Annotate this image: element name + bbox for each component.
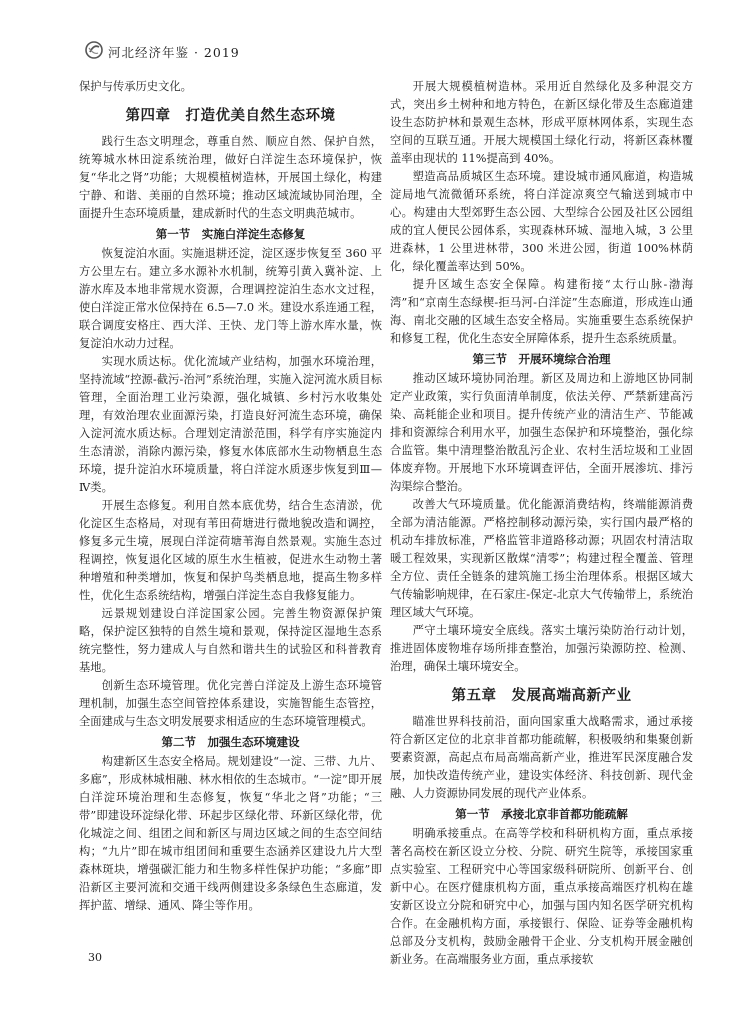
right-column [390, 78, 693, 978]
paragraph: 瞄准世界科技前沿，面向国家重大战略需求，通过承接符合新区定位的北京非首都功能疏解，积极吸纳和集聚创新要素资源，高起点布局高端高新产业，推进军民深度融合发展，加快改造传统产业，建设实体经济、科技创新、现代金融、人力资源协同发展的现代产业体系。 [390, 715, 693, 800]
paragraph: 塑造高品质城区生态环境。建设城市通风廊道，构造城淀局地气流微循环系统，将白洋淀凉爽空气输送到城市中心。构建由大型郊野生态公园、大型综合公园及社区公园组成的宜人便民公园体系，实现森林环城、湿地入城，3 公里进森林，1 公里进林带，300 米进公园，街道 100%林荫化，绿化覆盖率达到 50%。 [390, 170, 693, 273]
paragraph: 开展生态修复。利用自然本底优势，结合生态清淤，优化淀区生态格局，对现有苇田荷塘进行微地貌改造和调控，修复多元生境，展现白洋淀荷塘苇海自然景观。实施生态过程调控，恢复退化区域的原生水生植被，促进水生动物土著种增殖和种类增加，恢复和保护鸟类栖息地，提高生物多样性，优化生态系统结构，增强白洋淀生态自我修复能力。 [79, 499, 382, 602]
paragraph: 开展大规模植树造林。采用近自然绿化及多种混交方式，突出乡土树种和地方特色，在新区绿化带及生态廊道建设生态防护林和景观生态林，形成平原林网体系，实现生态空间的互联互通。开展大规模国土绿化行动，将新区森林覆盖率由现状的 11%提高到 40%。 [390, 80, 693, 165]
paragraph: 提升区域生态安全保障。构建衔接“太行山脉-渤海湾”和“京南生态绿楔-拒马河-白洋淀”生态廊道，形成连山通海、南北交融的区域生态安全格局。实施重要生态系统保护和修复工程，优化生态安全屏障体系，提升生态系统质量。 [390, 278, 693, 345]
section-1-title: 第一节 承接北京非首都功能疏解 [455, 807, 628, 821]
paragraph: 远景规划建设白洋淀国家公园。完善生物资源保护策略，保护淀区独特的自然生境和景观，保持淀区湿地生态系统完整性，努力建成人与自然和谐共生的试验区和科普教育基地。 [79, 607, 382, 674]
paragraph: 改善大气环境质量。优化能源消费结构，终端能源消费全部为清洁能源。严格控制移动源污染，实行国内最严格的机动车排放标准，严格监管非道路移动源；巩固农村清洁取暖工程效果，实现新区散煤“清零”；构建过程全覆盖、管理全方位、责任全链条的建筑施工扬尘治理体系。根据区域大气传输影响规律，在石家庄-保定-北京大气传输带上，系统治理区域大气环境。 [390, 498, 693, 619]
paragraph: 践行生态文明理念，尊重自然、顺应自然、保护自然，统筹城水林田淀系统治理，做好白洋淀生态环境保护，恢复“华北之肾”功能；大规模植树造林，开展国土绿化，构建宁静、和谐、美丽的自然环境；推动区域流域协同治理，全面提升生态环境质量，建成新时代的生态文明典范城市。 [79, 135, 382, 220]
yearbook-logo-icon [84, 40, 104, 64]
section-3-title: 第三节 开展环境综合治理 [472, 352, 611, 366]
paragraph: 明确承接重点。在高等学校和科研机构方面，重点承接著名高校在新区设立分校、分院、研究生院等，承接国家重点实验室、工程研究中心等国家级科研院所、创新平台、创新中心。在医疗健康机构方面，重点承接高端医疗机构在雄安新区设立分院和研究中心，加强与国内知名医学研究机构合作。在金融机构方面，承接银行、保险、证券等金融机构总部及分支机构，鼓励金融骨干企业、分支机构开展金融创新业务。在高端服务业方面，重点承接软 [390, 827, 693, 966]
paragraph: 推动区域环境协同治理。新区及周边和上游地区协同制定产业政策，实行负面清单制度，依法关停、严禁新建高污染、高耗能企业和项目。提升传统产业的清洁生产、节能减排和资源综合利用水平，加强生态保护和环境整治，强化综合监管。集中清理整治散乱污企业、农村生活垃圾和工业固体废弃物。开展地下水环境调查评估，全面开展渗坑、排污沟渠综合整治。 [390, 372, 693, 493]
paragraph: 严守土壤环境安全底线。落实土壤污染防治行动计划，推进固体废物堆存场所排查整治，加强污染源防控、检测、治理，确保土壤环境安全。 [390, 624, 693, 673]
paragraph: 构建新区生态安全格局。规划建设“一淀、三带、九片、多廊”，形成林城相融、林水相依的生态城市。“一淀”即开展白洋淀环境治理和生态修复，恢复“华北之肾”功能；“三带”即建设环淀绿化带、环起步区绿化带、环新区绿化带，优化城淀之间、组团之间和新区与周边区域之间的生态空间结构；“九片”即在城市组团间和重要生态涵养区建设九片大型森林斑块，增强碳汇能力和生物多样性保护功能；“多廊”即沿新区主要河流和交通干线两侧建设多条绿色生态廊道，发挥护蓝、增绿、通风、降尘等作用。 [79, 755, 382, 912]
paragraph: 恢复淀泊水面。实施退耕还淀，淀区逐步恢复至 360 平方公里左右。建立多水源补水机制，统筹引黄入冀补淀、上游水库及本地非常规水资源，合理调控淀泊生态水文过程，使白洋淀正常水位保持在 6.5—7.0 米。建设水系连通工程，联合调度安格庄、西大洋、王快、龙门等上游水库水量，恢复淀泊水动力过程。 [79, 247, 382, 350]
running-title: 河北经济年鉴 · 2019 [108, 45, 240, 60]
paragraph: 创新生态环境管理。优化完善白洋淀及上游生态环境管理机制，加强生态空间管控体系建设，实施智能生态管控，全面建成与生态文明发展要求相适应的生态环境管理模式。 [79, 679, 382, 728]
section-2-title: 第二节 加强生态环境建设 [161, 735, 300, 749]
paragraph: 保护与传承历史文化。 [79, 80, 192, 93]
left-column [79, 78, 382, 963]
running-header [84, 40, 704, 62]
chapter-5-title: 第五章 发展高端高新产业 [451, 688, 632, 704]
page-number: 30 [88, 951, 102, 964]
chapter-4-title: 第四章 打造优美自然生态环境 [125, 108, 336, 124]
paragraph: 实现水质达标。优化流域产业结构，加强水环境治理，坚持流域“控源-截污-治河”系统治理，实施入淀河流水质目标管理，全面治理工业污染源，强化城镇、乡村污水收集处理，有效治理农业面源污染，打造良好河流生态环境，确保入淀河流水质达标。合理划定清淤范围，科学有序实施淀内生态清淤，消除内源污染，修复水体底部水生动物栖息生态环境，提升淀泊水环境质量，将白洋淀水质逐步恢复到Ⅲ—Ⅳ类。 [79, 355, 382, 494]
section-1-title: 第一节 实施白洋淀生态修复 [155, 227, 306, 241]
